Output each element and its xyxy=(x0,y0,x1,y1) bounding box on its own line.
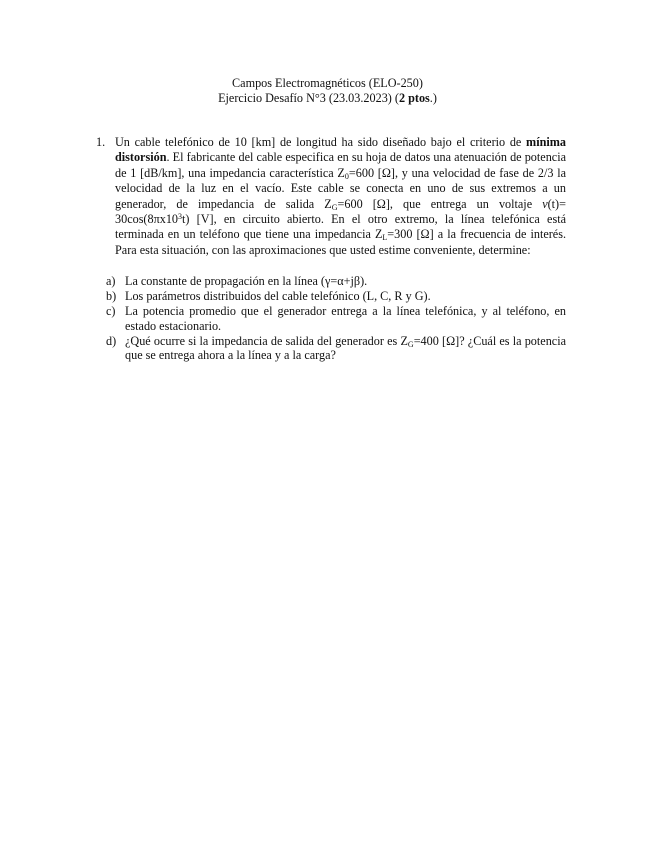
problem-text-2: . El fabricante del cable especifica en su hoja de datos una atenuación de potencia de 1 [dB/km], una impedancia característica Z xyxy=(115,150,566,180)
problem-text-5: (t)= 30cos(8πx10 xyxy=(115,196,566,227)
question-item-b xyxy=(106,289,566,304)
question-text-part-b: =400 [Ω]? ¿Cuál es la potencia que se entrega ahora a la línea y a la carga? xyxy=(125,333,566,363)
exercise-title xyxy=(0,91,655,106)
question-letter: d) xyxy=(106,333,117,348)
question-letter: c) xyxy=(106,304,116,319)
problem-emphasis: mínima distorsión xyxy=(115,135,566,165)
question-text: La potencia promedio que el generador entrega a la línea telefónica, y al teléfono, en estado estacionario. xyxy=(125,304,566,333)
voltage-symbol: v xyxy=(542,196,548,211)
question-letter: b) xyxy=(106,289,117,304)
problem-statement xyxy=(96,135,566,258)
question-text xyxy=(125,334,566,363)
problem-text-1: Un cable telefónico de 10 [km] de longitud ha sido diseñado bajo el criterio de xyxy=(115,135,527,149)
question-list xyxy=(106,274,566,364)
question-item-a xyxy=(106,274,566,289)
superscript-3: 3 xyxy=(178,212,183,222)
question-item-d xyxy=(106,334,566,363)
exercise-title-prefix: Ejercicio Desafío N°3 (23.03.2023) ( xyxy=(218,91,399,105)
problem-body xyxy=(115,135,566,258)
problem-number: 1. xyxy=(96,135,106,149)
subscript-g: G xyxy=(407,339,414,349)
question-letter: a) xyxy=(106,274,116,288)
exercise-title-suffix: .) xyxy=(429,91,437,105)
question-text: La constante de propagación en la línea (γ=α+jβ). xyxy=(125,274,368,288)
question-text-part-a: ¿Qué ocurre si la impedancia de salida del generador es Z xyxy=(125,333,408,348)
subscript-0: 0 xyxy=(344,171,349,181)
subscript-g: G xyxy=(331,202,338,212)
problem-text-3: =600 [Ω], y una velocidad de fase de 2/3 la velocidad de la luz en el vacío. Este cable se conecta en uno de sus extremos a un generador, de impedancia de salida Z xyxy=(115,165,567,211)
problem-text-4: =600 [Ω], que entrega un voltaje xyxy=(337,196,543,211)
question-text: Los parámetros distribuidos del cable telefónico (L, C, R y G). xyxy=(125,289,431,304)
problem-text-6: t) [V], en circuito abierto. En el otro extremo, la línea telefónica está terminada en un teléfono que tiene una impedancia Z xyxy=(115,212,566,242)
question-item-c xyxy=(106,304,566,333)
problem-text-7: =300 [Ω] a la frecuencia de interés. Para esta situación, con las aproximaciones que usted estime conveniente, determine: xyxy=(115,227,566,257)
course-title: Campos Electromagnéticos (ELO-250) xyxy=(232,76,423,90)
document-header xyxy=(0,76,655,106)
subscript-l: L xyxy=(382,233,388,243)
exercise-points: 2 ptos xyxy=(398,91,430,105)
